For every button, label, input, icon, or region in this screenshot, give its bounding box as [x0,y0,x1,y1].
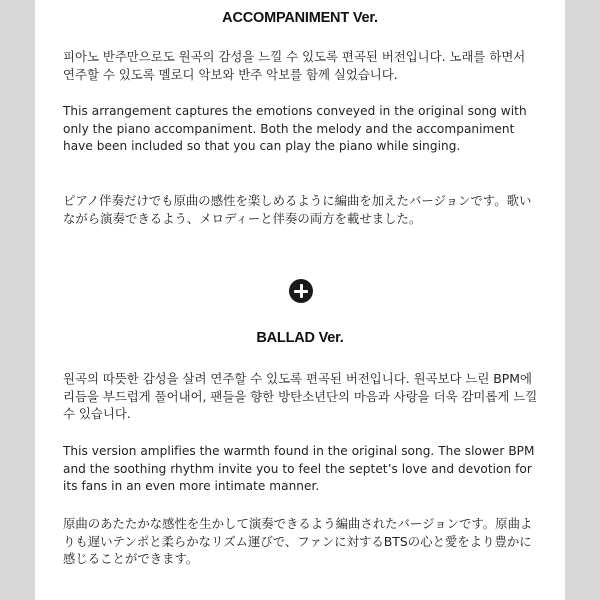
accompaniment-english-text: This arrangement captures the emotions conveyed in the original song with only the piano accompaniment. Both the melody and the accompaniment have been included so that you can play the piano while singing. [63,104,527,154]
plus-icon [289,279,313,303]
ballad-heading: BALLAD Ver. [256,330,344,346]
document-page [35,0,565,600]
ballad-english-text: This version amplifies the warmth found in the original song. The slower BPM and the soothing rhythm invite you to feel the septet’s love and devotion for its fans in an even more intimate manner. [63,444,535,494]
ballad-japanese-text: 原曲のあたたかな感性を生かして演奏できるよう編曲されたバージョンです。原曲よりも遅いテンポと柔らかなリズム運びで、ファンに対するBTSの心と愛をより豊かに感じることができます。 [63,516,533,566]
accompaniment-korean-text: 피아노 반주만으로도 원곡의 감성을 느낄 수 있도록 편곡된 버전입니다. 노래를 하면서 연주할 수 있도록 멜로디 악보와 반주 악보를 함께 실었습니다. [63,49,526,82]
accompaniment-japanese-text: ピアノ伴奏だけでも原曲の感性を楽しめるように編曲を加えたバージョンです。歌いながら演奏できるよう、メロディーと伴奏の両方を載せました。 [63,193,532,226]
accompaniment-heading: ACCOMPANIMENT Ver. [222,10,378,26]
ballad-korean-text: 원곡의 따뜻한 감성을 살려 연주할 수 있도록 편곡된 버전입니다. 원곡보다 느린 BPM에 리듬을 부드럽게 풀어내어, 팬들을 향한 방탄소년단의 마음과 사랑을 더욱 감미롭게 느낄 수 있습니다. [63,371,538,421]
